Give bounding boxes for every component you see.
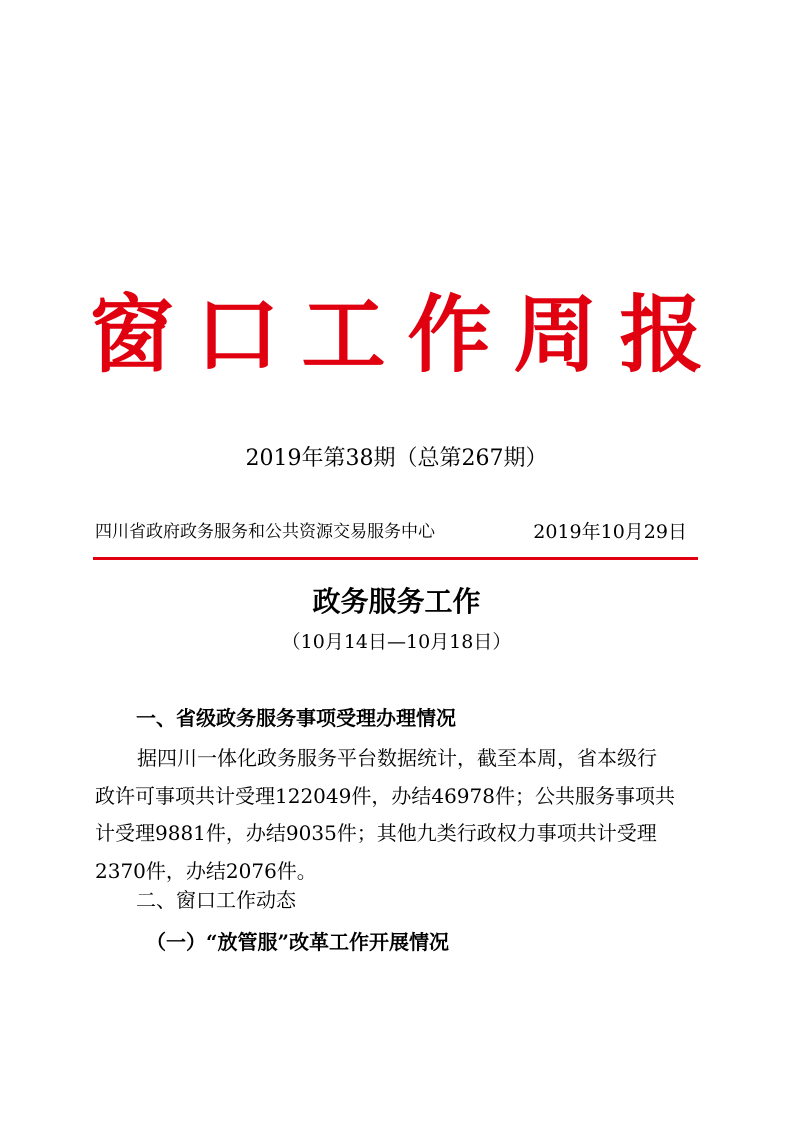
paragraph-line: 2370件，办结2076件。 — [95, 858, 317, 883]
heading-reform-progress: （一）“放管服”改革工作开展情况 — [146, 930, 450, 954]
paragraph-line: 据四川一体化政务服务平台数据统计，截至本周，省本级行 — [137, 746, 657, 770]
paragraph-service-stats — [95, 740, 700, 890]
red-divider-rule — [93, 557, 698, 560]
paragraph-line: 计受理9881件，办结9035件；其他九类行政权力事项共计受理 — [95, 821, 657, 845]
section-title: 政务服务工作 — [312, 585, 481, 618]
section-date-range: （10月14日—10月18日） — [281, 631, 512, 653]
paragraph-line: 政许可事项共计受理122049件，办结46978件；公共服务事项共 — [95, 783, 675, 808]
masthead-title: 窗口工作周报 — [89, 285, 726, 384]
heading-window-work-updates: 二、窗口工作动态 — [136, 888, 296, 912]
publication-date: 2019年10月29日 — [533, 521, 687, 543]
heading-provincial-service-stats: 一、省级政务服务事项受理办理情况 — [136, 706, 456, 730]
header-row — [95, 518, 695, 546]
organization-name: 四川省政府政务服务和公共资源交易服务中心 — [95, 522, 435, 542]
issue-number: 2019年第38期（总第267期） — [245, 446, 548, 471]
